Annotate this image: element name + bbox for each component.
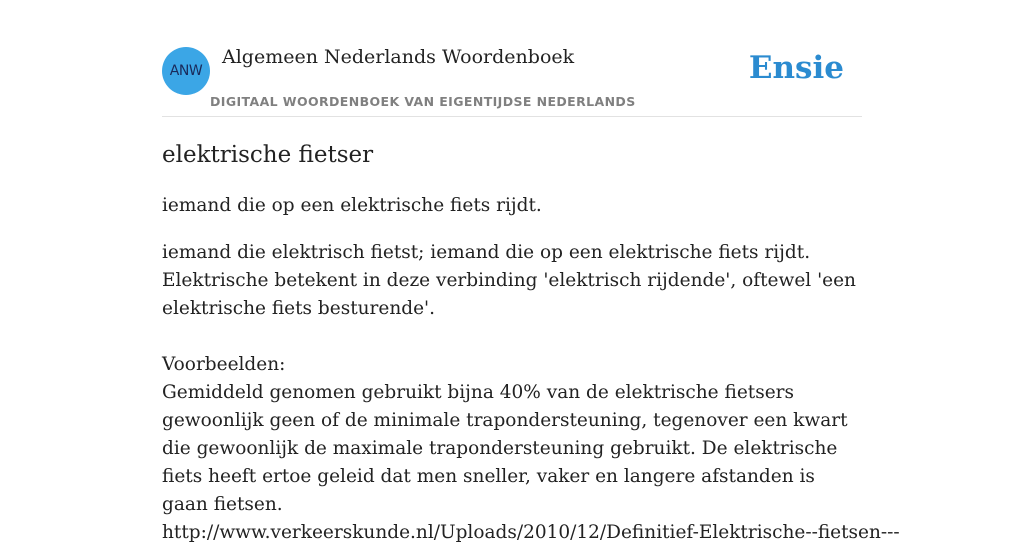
long-definition: iemand die elektrisch fietst; iemand die op een elektrische fiets rijdt. Elektrische betekent in deze verbinding 'elektrisch rijdende', oftewel 'een elektrische fiets besturende'. (162, 242, 856, 319)
example-text: Gemiddeld genomen gebruikt bijna 40% van de elektrische fietsers gewoonlijk geen of de minimale trapondersteuning, tegenover een kwart die gewoonlijk de maximale trapondersteuning gebruikt. De elektrische fiets heeft ertoe geleid dat men sneller, vaker en langere afstanden is gaan fietsen. (162, 382, 848, 515)
site-subtitle: DIGITAAL WOORDENBOEK VAN EIGENTIJDSE NEDERLANDS (210, 94, 636, 109)
ensie-brand-logo[interactable]: Ensie (748, 50, 844, 86)
site-header (162, 0, 862, 117)
source-link[interactable]: http://www.verkeerskunde.nl/Uploads/2010/12/Definitief-Elektrische--fietsen--- (162, 522, 900, 543)
examples-heading: Voorbeelden: (162, 354, 286, 375)
site-title[interactable]: Algemeen Nederlands Woordenboek (222, 46, 575, 68)
entry-content (162, 138, 900, 547)
entry-word: elektrische fietser (162, 142, 374, 168)
short-definition: iemand die op een elektrische fiets rijdt. (162, 195, 542, 216)
anw-logo[interactable]: ANW (162, 47, 210, 95)
